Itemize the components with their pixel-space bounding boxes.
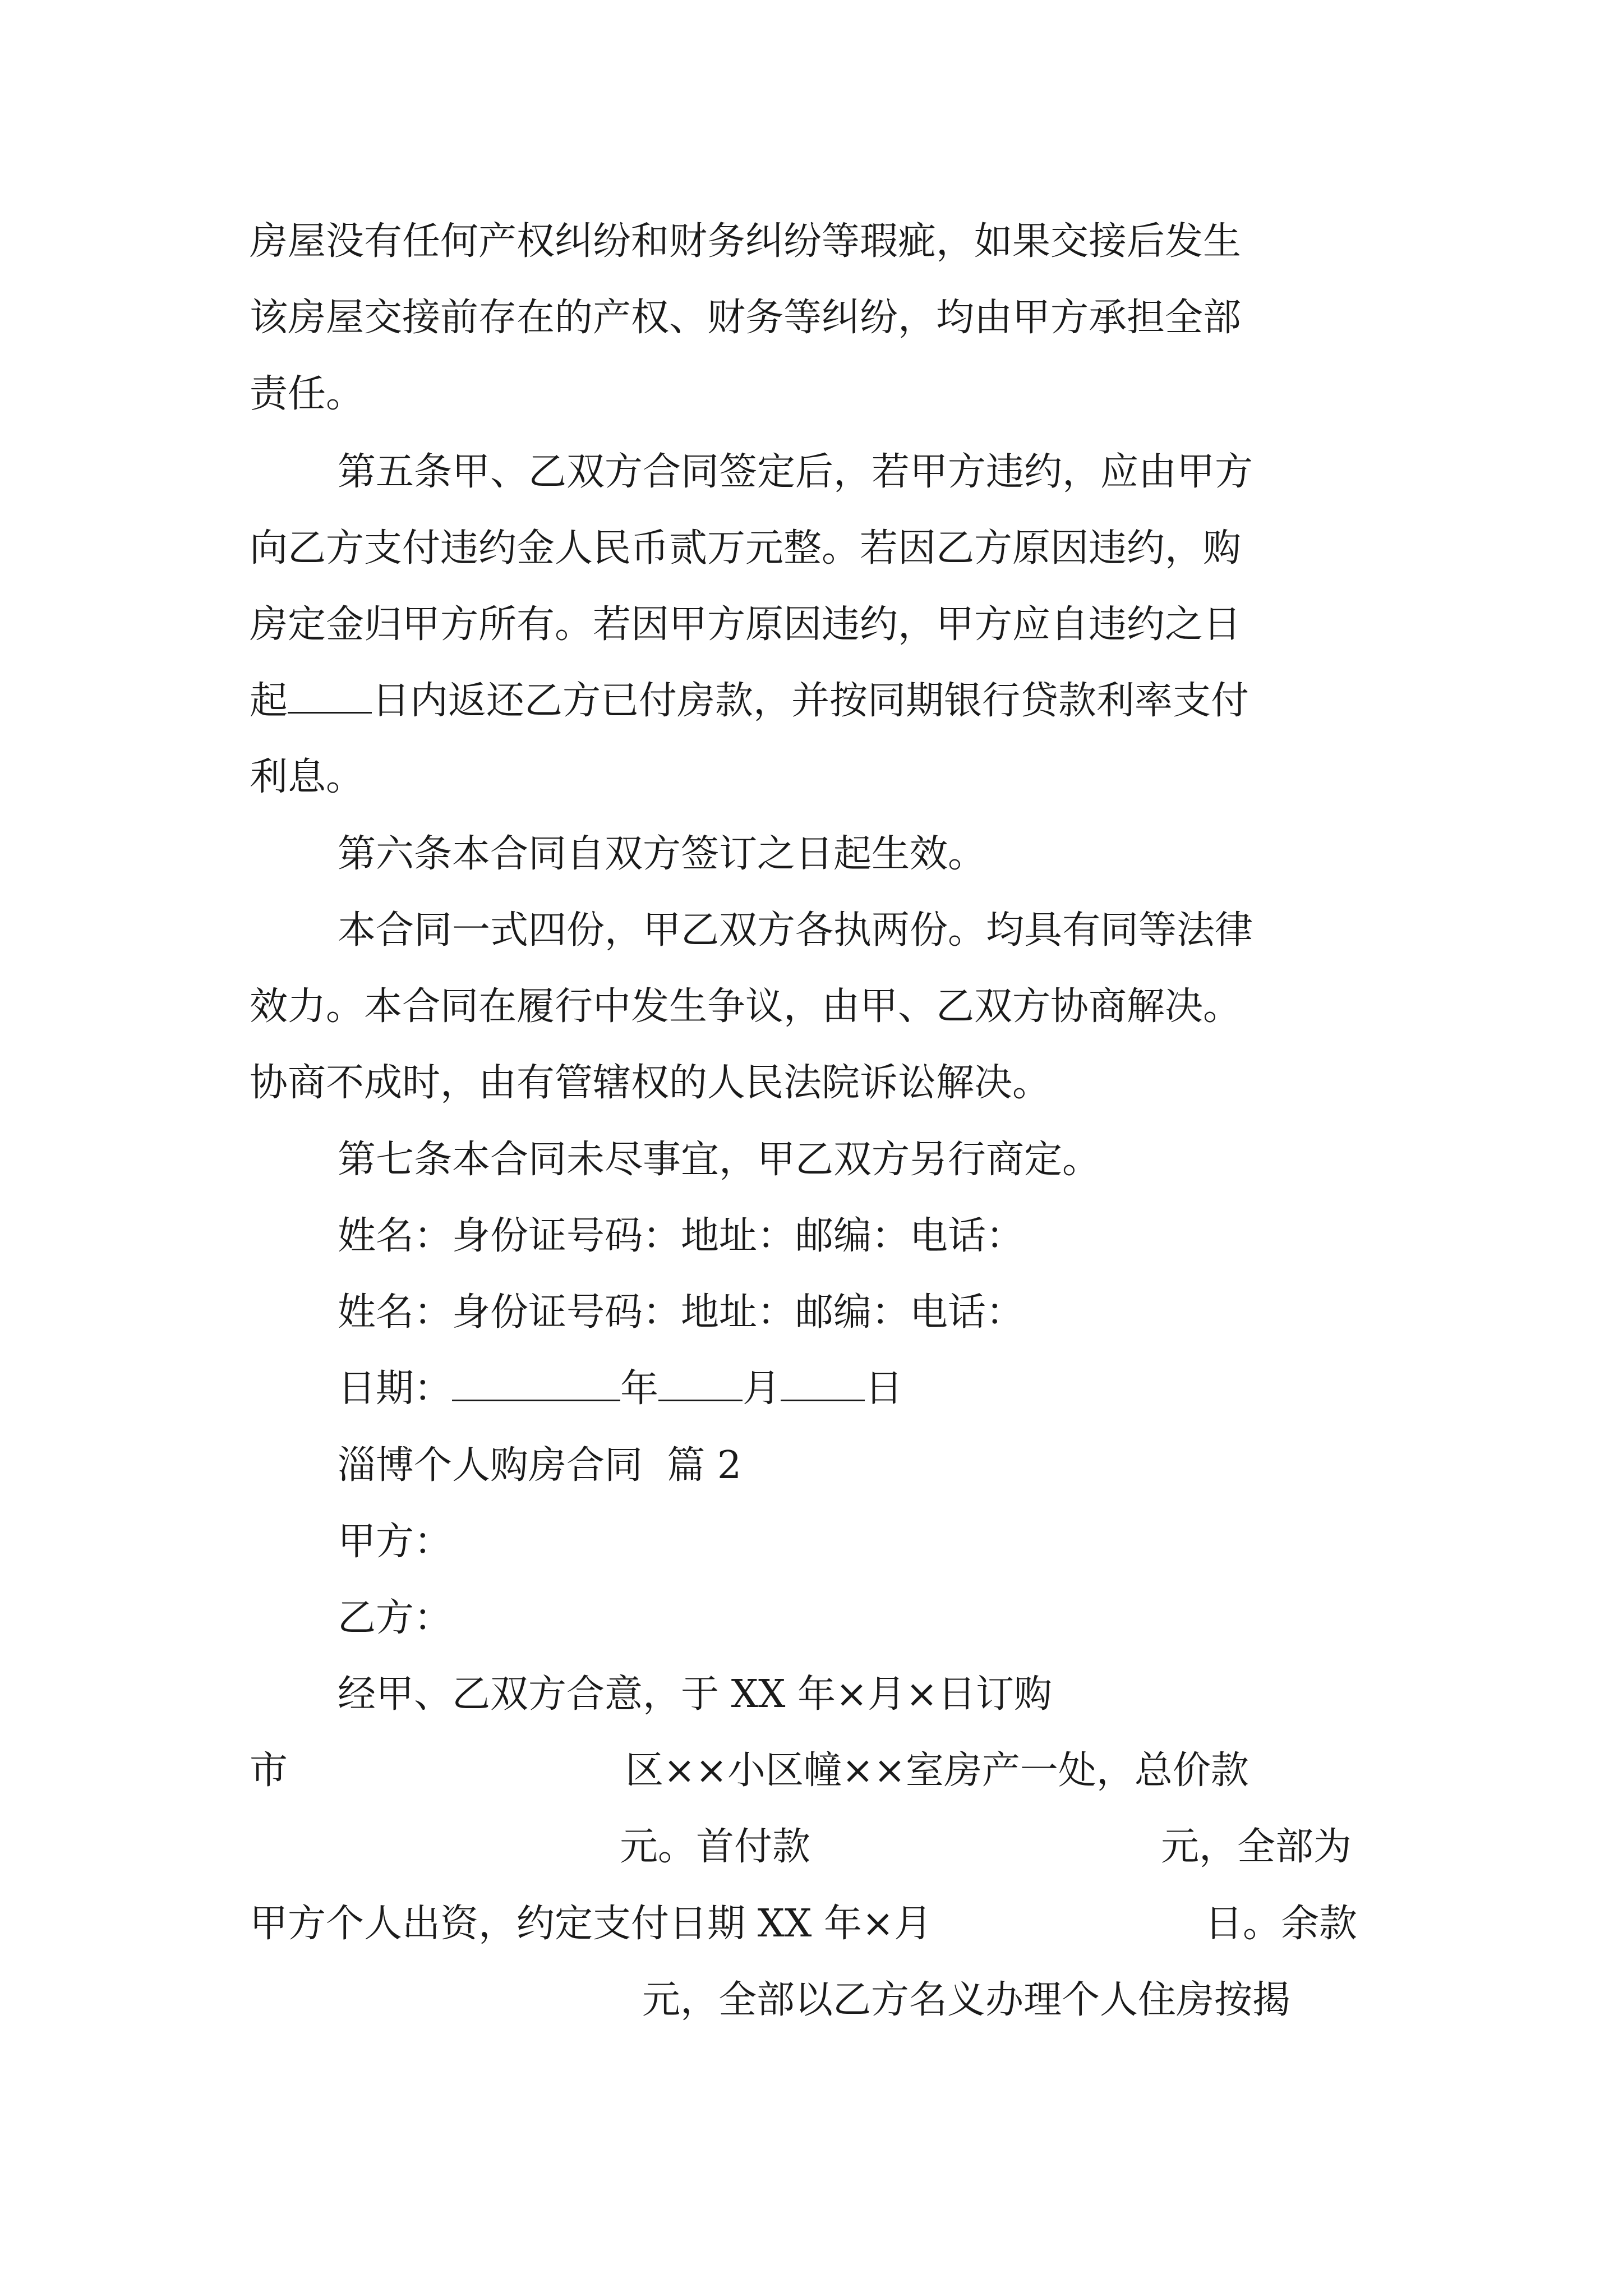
part2-line-2-start: 市 [250, 1749, 288, 1793]
part2-line-4-start: 甲方个人出资，约定支付日期 XX 年×月 [250, 1902, 933, 1946]
article5-line-3: 房定金归甲方所有。若因甲方原因违约，甲方应自违约之日 [250, 602, 1242, 647]
article4-line-2: 该房屋交接前存在的产权、财务等纠纷，均由甲方承担全部 [250, 296, 1242, 340]
article4-line-3: 责任。 [250, 372, 365, 416]
copies-clause-line-2: 效力。本合同在履行中发生争议，由甲、乙双方协商解决。 [250, 984, 1242, 1029]
year-blank [452, 1368, 620, 1401]
date-month-label: 月 [743, 1366, 781, 1411]
article7-line-1: 第七条本合同未尽事宜，甲乙双方另行商定。 [338, 1138, 1101, 1182]
article5-line-1: 第五条甲、乙双方合同签定后，若甲方违约，应由甲方 [338, 450, 1253, 494]
part2-party-a: 甲方： [338, 1520, 453, 1564]
copies-clause-line-3: 协商不成时，由有管辖权的人民法院诉讼解决。 [250, 1061, 1051, 1105]
copies-clause-line-1: 本合同一式四份，甲乙双方各执两份。均具有同等法律 [338, 908, 1253, 953]
month-blank [658, 1368, 743, 1401]
date-year-label: 年 [620, 1366, 659, 1411]
part2-line-5: 元，全部以乙方名义办理个人住房按揭 [642, 1978, 1291, 2022]
article5-line-4-start: 起 [250, 679, 288, 723]
part2-line-1: 经甲、乙双方合意，于 XX 年×月×日订购 [338, 1672, 1053, 1717]
article5-line-2: 向乙方支付违约金人民币贰万元整。若因乙方原因违约，购 [250, 526, 1242, 570]
part2-line-4-end: 日。余款 [1205, 1902, 1358, 1946]
date-day-label: 日 [865, 1366, 903, 1411]
part2-line-3-end: 元，全部为 [1161, 1825, 1352, 1869]
article4-line-1: 房屋没有任何产权纠纷和财务纠纷等瑕疵，如果交接后发生 [250, 219, 1242, 264]
party-info-line-a: 姓名：身份证号码：地址：邮编：电话： [338, 1214, 1025, 1258]
part2-line-2-end: 区××小区幢××室房产一处，总价款 [625, 1749, 1249, 1793]
article5-line-4-end: 日内返还乙方已付房款，并按同期银行贷款利率支付 [372, 679, 1249, 723]
date-line [338, 1361, 903, 1417]
day-blank [781, 1368, 865, 1401]
part2-heading: 淄博个人购房合同 篇 2 [338, 1443, 742, 1488]
party-info-line-b: 姓名：身份证号码：地址：邮编：电话： [338, 1290, 1025, 1335]
article5-line-5: 利息。 [250, 755, 365, 799]
part2-line-3-mid: 元。首付款 [620, 1825, 811, 1869]
days-blank [288, 680, 372, 714]
article5-line-4 [250, 673, 1249, 729]
date-label: 日期： [338, 1366, 453, 1411]
article6-line-1: 第六条本合同自双方签订之日起生效。 [338, 832, 986, 876]
part2-party-b: 乙方： [338, 1596, 453, 1640]
